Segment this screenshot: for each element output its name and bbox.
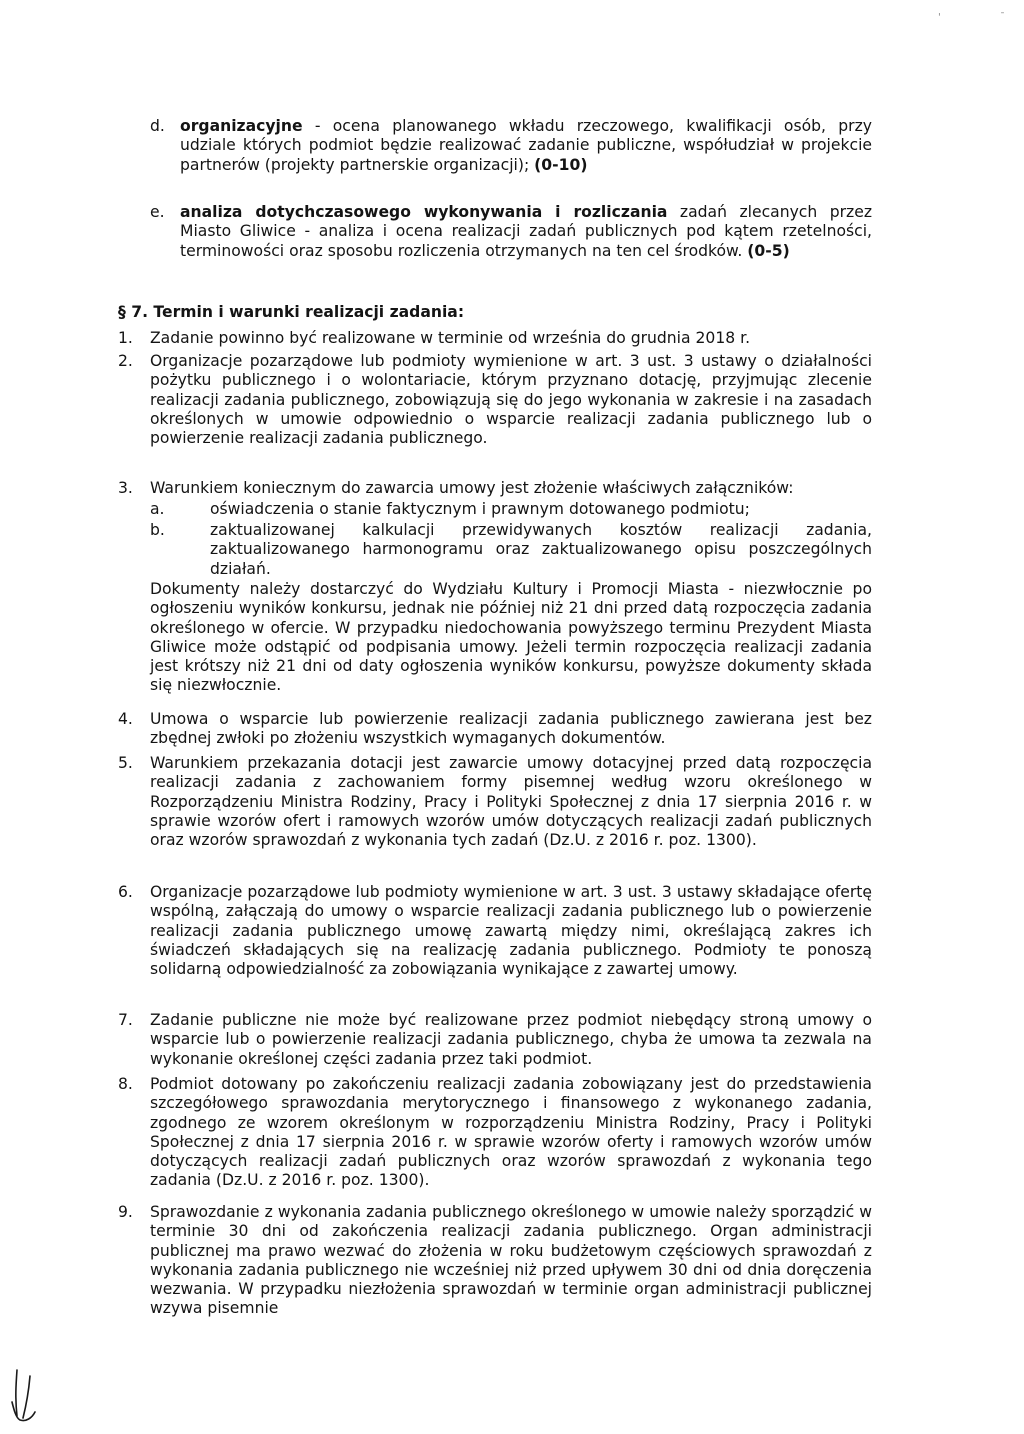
item-3-text: Warunkiem koniecznym do zawarcia umowy jest złożenie właściwych załączników: xyxy=(150,479,794,497)
item-9-marker: 9. xyxy=(118,1203,133,1221)
handwritten-initials xyxy=(8,1366,40,1424)
item-3b-marker: b. xyxy=(150,521,165,539)
criterion-e-marker: e. xyxy=(150,203,165,221)
item-4-marker: 4. xyxy=(118,710,133,728)
section-heading xyxy=(118,303,464,322)
item-3-after-text: Dokumenty należy dostarczyć do Wydziału Kultury i Promocji Miasta - niezwłocznie po ogłoszeniu wyników konkursu, jednak nie później niż 21 dni przed datą rozpoczęcia zadania określonego w ofercie. W przypadku niedochowania powyższego terminu Prezydent Miasta Gliwice może odstąpić od podpisania umowy. Jeżeli termin rozpoczęcia realizacji zadania jest krótszy niż 21 dni od daty ogłoszenia wyników konkursu, powyższe dokumenty składa się niezwłocznie. xyxy=(150,580,872,695)
item-3a-marker: a. xyxy=(150,500,165,518)
criterion-e-points: (0-5) xyxy=(747,241,790,260)
scan-mark: ' xyxy=(938,12,941,23)
scan-mark: ˉ xyxy=(1000,12,1005,23)
item-2-text: Organizacje pozarządowe lub podmioty wymienione w art. 3 ust. 3 ustawy o działalności pożytku publicznego i o wolontariacie, którym przyznano dotację, przyjmując zlecenie realizacji zadania publicznego, zobowiązują się do jego wykonania w zakresie i na zasadach określonych w umowie odpowiednio o wsparcie realizacji zadania publicznego lub o powierzenie realizacji zadania publicznego. xyxy=(150,352,872,448)
criterion-d xyxy=(180,117,872,175)
item-1-text: Zadanie powinno być realizowane w terminie od września do grudnia 2018 r. xyxy=(150,329,751,347)
item-1-marker: 1. xyxy=(118,329,133,347)
criterion-d-title: organizacyjne xyxy=(180,117,303,135)
criterion-e xyxy=(180,203,872,261)
section-symbol: § xyxy=(118,303,126,321)
item-5-marker: 5. xyxy=(118,754,133,772)
criterion-d-marker: d. xyxy=(150,117,165,135)
item-9-text: Sprawozdanie z wykonania zadania publicznego określonego w umowie należy sporządzić w terminie 30 dni od zakończenia realizacji zadania publicznego. Organ administracji publicznej ma prawo wezwać do złożenia w roku budżetowym częściowych sprawozdań z wykonania zadania publicznego nie wcześniej niż przed upływem 30 dni od dnia doręczenia wezwania. W przypadku niezłożenia sprawozdań w terminie organ administracji publicznej wzywa pisemnie xyxy=(150,1203,872,1318)
item-5-text: Warunkiem przekazania dotacji jest zawarcie umowy dotacyjnej przed datą rozpoczęcia realizacji zadania z zachowaniem formy pisemnej według wzoru określonego w Rozporządzeniu Ministra Rodziny, Pracy i Polityki Społecznej z dnia 17 sierpnia 2016 r. w sprawie wzorów ofert i ramowych wzorów umów dotyczących realizacji zadań publicznych oraz wzorów sprawozdań z wykonania tych zadań (Dz.U. z 2016 r. poz. 1300). xyxy=(150,754,872,850)
criterion-d-text: - ocena planowanego wkładu rzeczowego, kwalifikacji osób, przy udziale których podmiot będzie realizować zadanie publiczne, współudział w projekcie partnerów (projekty partnerskie organizacji); xyxy=(180,117,872,174)
criterion-e-title: analiza dotychczasowego wykonywania i rozliczania xyxy=(180,203,668,221)
item-3a-text: oświadczenia o stanie faktycznym i prawnym dotowanego podmiotu; xyxy=(210,500,750,518)
criterion-d-points: (0-10) xyxy=(534,155,588,174)
item-6-marker: 6. xyxy=(118,883,133,901)
item-6-text: Organizacje pozarządowe lub podmioty wymienione w art. 3 ust. 3 ustawy składające ofertę wspólną, załączają do umowy o wsparcie realizacji zadania publicznego lub o powierzenie realizacji zadania publicznego umowę zawartą między nimi, określającą zakres ich świadczeń składających się na realizację zadania publicznego. Podmioty te ponoszą solidarną odpowiedzialność za zobowiązania wynikające z zawartej umowy. xyxy=(150,883,872,979)
item-3-marker: 3. xyxy=(118,479,133,497)
section-title: 7. Termin i warunki realizacji zadania: xyxy=(131,303,465,321)
item-2-marker: 2. xyxy=(118,352,133,370)
item-3b-text: zaktualizowanej kalkulacji przewidywanych kosztów realizacji zadania, zaktualizowanego harmonogramu oraz zaktualizowanego opisu poszczególnych działań. xyxy=(210,521,872,578)
criterion-e-text: zadań zlecanych przez Miasto Gliwice - analiza i ocena realizacji zadań publicznych pod kątem rzetelności, terminowości oraz sposobu rozliczenia otrzymanych na ten cel środków. xyxy=(180,203,873,260)
item-8-text: Podmiot dotowany po zakończeniu realizacji zadania zobowiązany jest do przedstawienia szczegółowego sprawozdania merytorycznego i finansowego z wykonanego zadania, zgodnego ze wzorem określonym w rozporządzeniu Ministra Rodziny, Pracy i Polityki Społecznej z dnia 17 sierpnia 2016 r. w sprawie wzorów oferty i ramowych wzorów umów dotyczących realizacji zadań publicznych oraz wzorów sprawozdań z wykonania tego zadania (Dz.U. z 2016 r. poz. 1300). xyxy=(150,1075,872,1190)
item-4-text: Umowa o wsparcie lub powierzenie realizacji zadania publicznego zawierana jest bez zbędnej zwłoki po złożeniu wszystkich wymaganych dokumentów. xyxy=(150,710,872,748)
item-7-marker: 7. xyxy=(118,1011,133,1029)
item-7-text: Zadanie publiczne nie może być realizowane przez podmiot niebędący stroną umowy o wsparcie lub o powierzenie realizacji zadania publicznego, chyba że umowa ta zezwala na wykonanie określonej części zadania przez taki podmiot. xyxy=(150,1011,872,1068)
item-8-marker: 8. xyxy=(118,1075,133,1093)
